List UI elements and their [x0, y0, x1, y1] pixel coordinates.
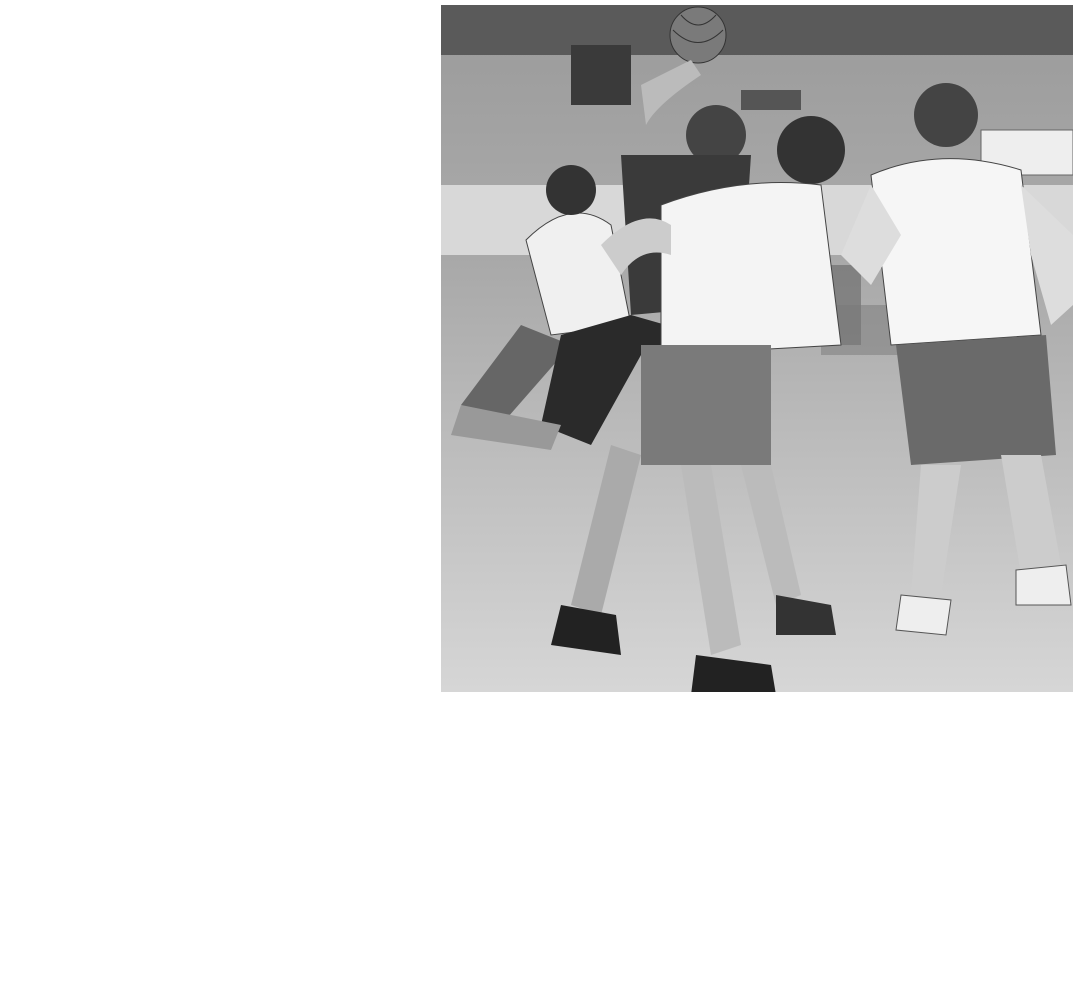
photo-illustration — [441, 5, 1073, 692]
spacer — [10, 219, 430, 231]
text-column-1 — [10, 219, 430, 231]
handball-photo — [441, 5, 1073, 692]
